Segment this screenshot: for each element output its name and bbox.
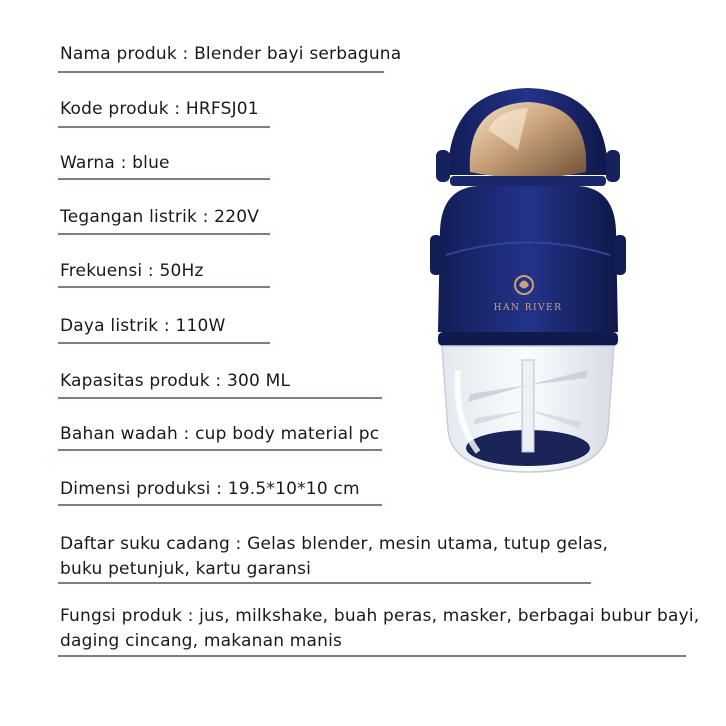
blender-product-image xyxy=(418,80,638,480)
divider xyxy=(58,504,382,506)
spec-warna: Warna : blue xyxy=(60,153,170,173)
divider xyxy=(58,71,384,73)
spec-nama-produk: Nama produk : Blender bayi serbaguna xyxy=(60,44,402,64)
spec-frekuensi: Frekuensi : 50Hz xyxy=(60,261,204,281)
spec-tegangan-listrik: Tegangan listrik : 220V xyxy=(60,207,260,227)
divider xyxy=(58,655,686,657)
divider xyxy=(58,178,270,180)
spec-bahan-wadah: Bahan wadah : cup body material pc xyxy=(60,424,380,444)
spec-kapasitas-produk: Kapasitas produk : 300 ML xyxy=(60,371,291,391)
spec-fungsi-produk: Fungsi produk : jus, milkshake, buah peras, masker, berbagai bubur bayi, daging cincang, makanan manis xyxy=(60,606,700,651)
spec-daya-listrik: Daya listrik : 110W xyxy=(60,316,226,336)
divider xyxy=(58,449,382,451)
divider xyxy=(58,233,270,235)
divider xyxy=(58,582,591,584)
divider xyxy=(58,126,270,128)
divider xyxy=(58,397,382,399)
divider xyxy=(58,342,270,344)
divider xyxy=(58,286,270,288)
brand-label: HAN RIVER xyxy=(493,303,563,313)
spec-dimensi-produksi: Dimensi produksi : 19.5*10*10 cm xyxy=(60,479,360,499)
spec-kode-produk: Kode produk : HRFSJ01 xyxy=(60,99,259,119)
spec-daftar-suku-cadang: Daftar suku cadang : Gelas blender, mesin utama, tutup gelas, buku petunjuk, kartu garansi xyxy=(60,534,609,579)
